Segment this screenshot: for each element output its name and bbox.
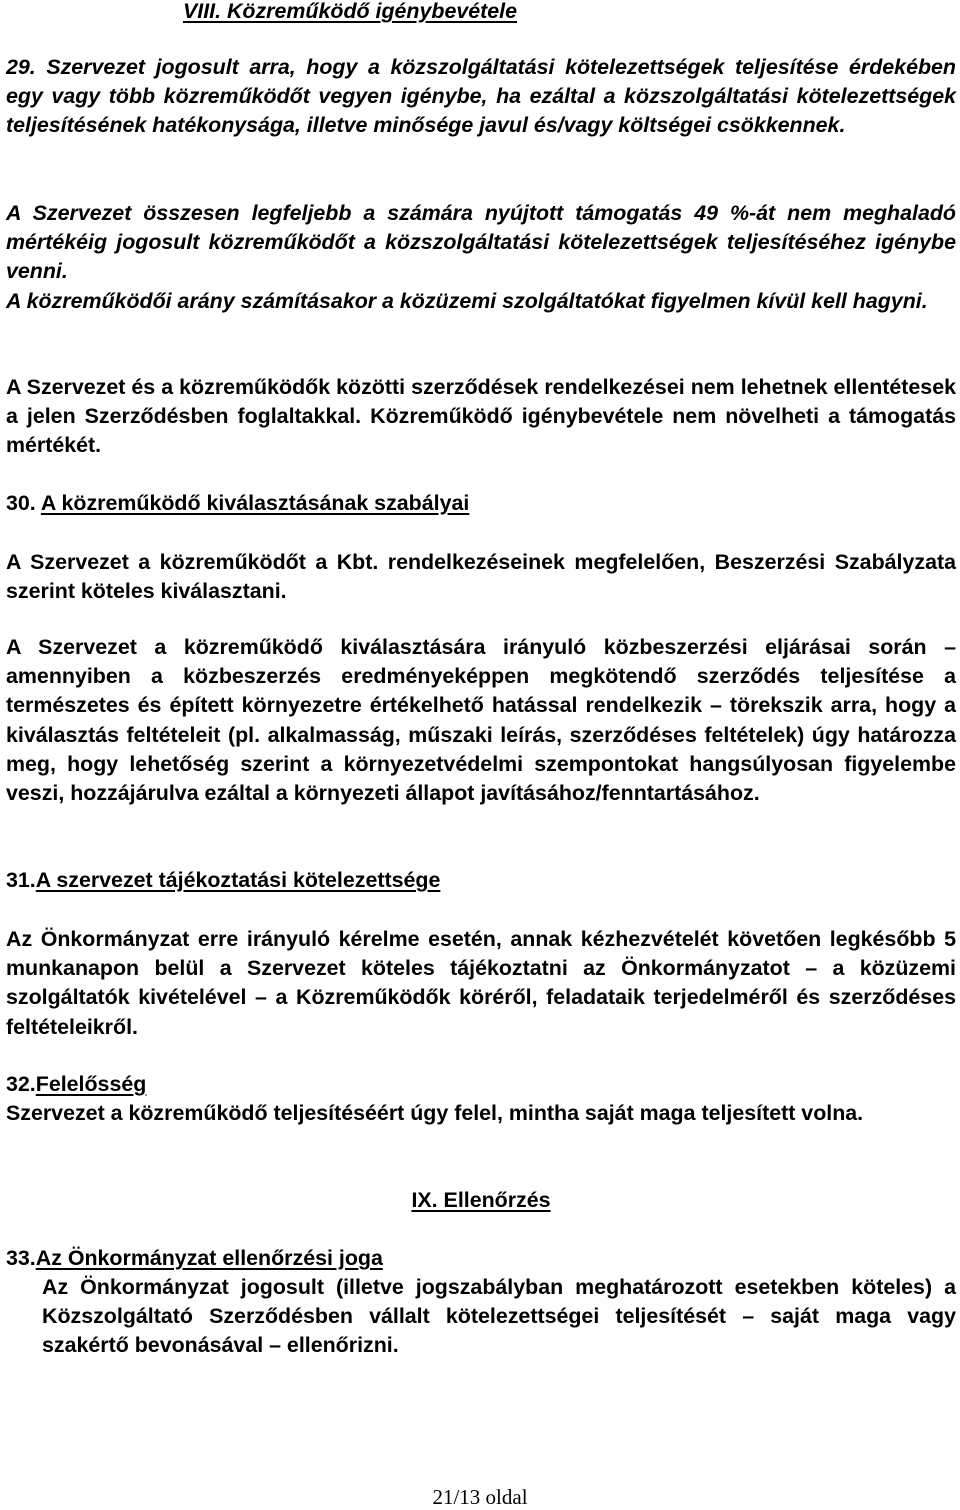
heading-33-number: 33. <box>6 1246 36 1270</box>
section-viii-title: VIII. Közreműködő igénybevétele <box>182 0 518 23</box>
section-ix-title: IX. Ellenőrzés <box>411 1188 551 1212</box>
heading-30 <box>6 489 956 518</box>
heading-32-number: 32. <box>6 1072 36 1096</box>
paragraph-31: Az Önkormányzat erre irányuló kérelme esetén, annak kézhezvételét követően legkésőbb 5 munkanapon belül a Szervezet köteles tájékoztatni az Önkormányzatot – a közüzemi szolgáltatók kivételével – a Közreműködők köréről, feladataik terjedelméről és szerződéses feltételeikről. <box>6 927 956 1039</box>
paragraph-29-limit: A Szervezet összesen legfeljebb a számára nyújtott támogatás 49 %-át nem meghaladó mértékéig jogosult közreműködőt a közszolgáltatási kötelezettségek teljesítéséhez igénybe venni. <box>6 201 956 284</box>
paragraph-29: 29. Szervezet jogosult arra, hogy a közszolgáltatási kötelezettségek teljesítése érdekében egy vagy több közreműködőt vegyen igénybe, ha ezáltal a közszolgáltatási kötelezettségek teljesítésének hatékonysága, illetve minősége javul és/vagy költségei csökkennek. <box>6 55 956 138</box>
document-page <box>6 0 956 1509</box>
paragraph-29-contracts: A Szervezet és a közreműködők közötti szerződések rendelkezései nem lehetnek ellentétesek a jelen Szerződésben foglaltakkal. Közreműködő igénybevétele nem növelheti a támogatás mértékét. <box>6 375 956 458</box>
paragraph-30-selection: A Szervezet a közreműködőt a Kbt. rendelkezéseinek megfelelően, Beszerzési Szabályzata szerint köteles kiválasztani. <box>6 550 956 604</box>
heading-30-number: 30. <box>6 491 36 515</box>
heading-31-number: 31. <box>6 868 36 892</box>
heading-30-title: A közreműködő kiválasztásának szabályai <box>40 491 470 515</box>
heading-31 <box>6 866 956 895</box>
page-number: 21/13 oldal <box>432 1485 528 1509</box>
heading-33-title: Az Önkormányzat ellenőrzési joga <box>35 1246 383 1270</box>
heading-31-title: A szervezet tájékoztatási kötelezettsége <box>35 868 441 892</box>
heading-32-title: Felelősség <box>35 1072 147 1096</box>
paragraph-33: Az Önkormányzat jogosult (illetve jogszabályban meghatározott esetekben köteles) a Közszolgáltató Szerződésben vállalt kötelezettségei teljesítését – saját maga vagy szakértő bevonásával – ellenőrizni. <box>42 1275 956 1358</box>
paragraph-32: Szervezet a közreműködő teljesítéséért úgy felel, mintha saját maga teljesített volna. <box>6 1101 864 1125</box>
heading-33 <box>6 1244 956 1273</box>
paragraph-30-procurement: A Szervezet a közreműködő kiválasztására irányuló közbeszerzési eljárásai során – amennyiben a közbeszerzés eredményeképpen megkötendő szerződés teljesítése a természetes és épített környezetre értékelhető hatással rendelkezik – törekszik arra, hogy a kiválasztás feltételeit (pl. alkalmasság, műszaki leírás, szerződéses feltételek) úgy határozza meg, hogy lehetőség szerint a környezetvédelmi szempontokat hangsúlyosan figyelembe veszi, hozzájárulva ezáltal a környezeti állapot javításához/fenntartásához. <box>6 635 956 806</box>
heading-32 <box>6 1070 956 1099</box>
paragraph-29-ratio: A közreműködői arány számításakor a közüzemi szolgáltatókat figyelmen kívül kell hagyni. <box>6 289 928 313</box>
